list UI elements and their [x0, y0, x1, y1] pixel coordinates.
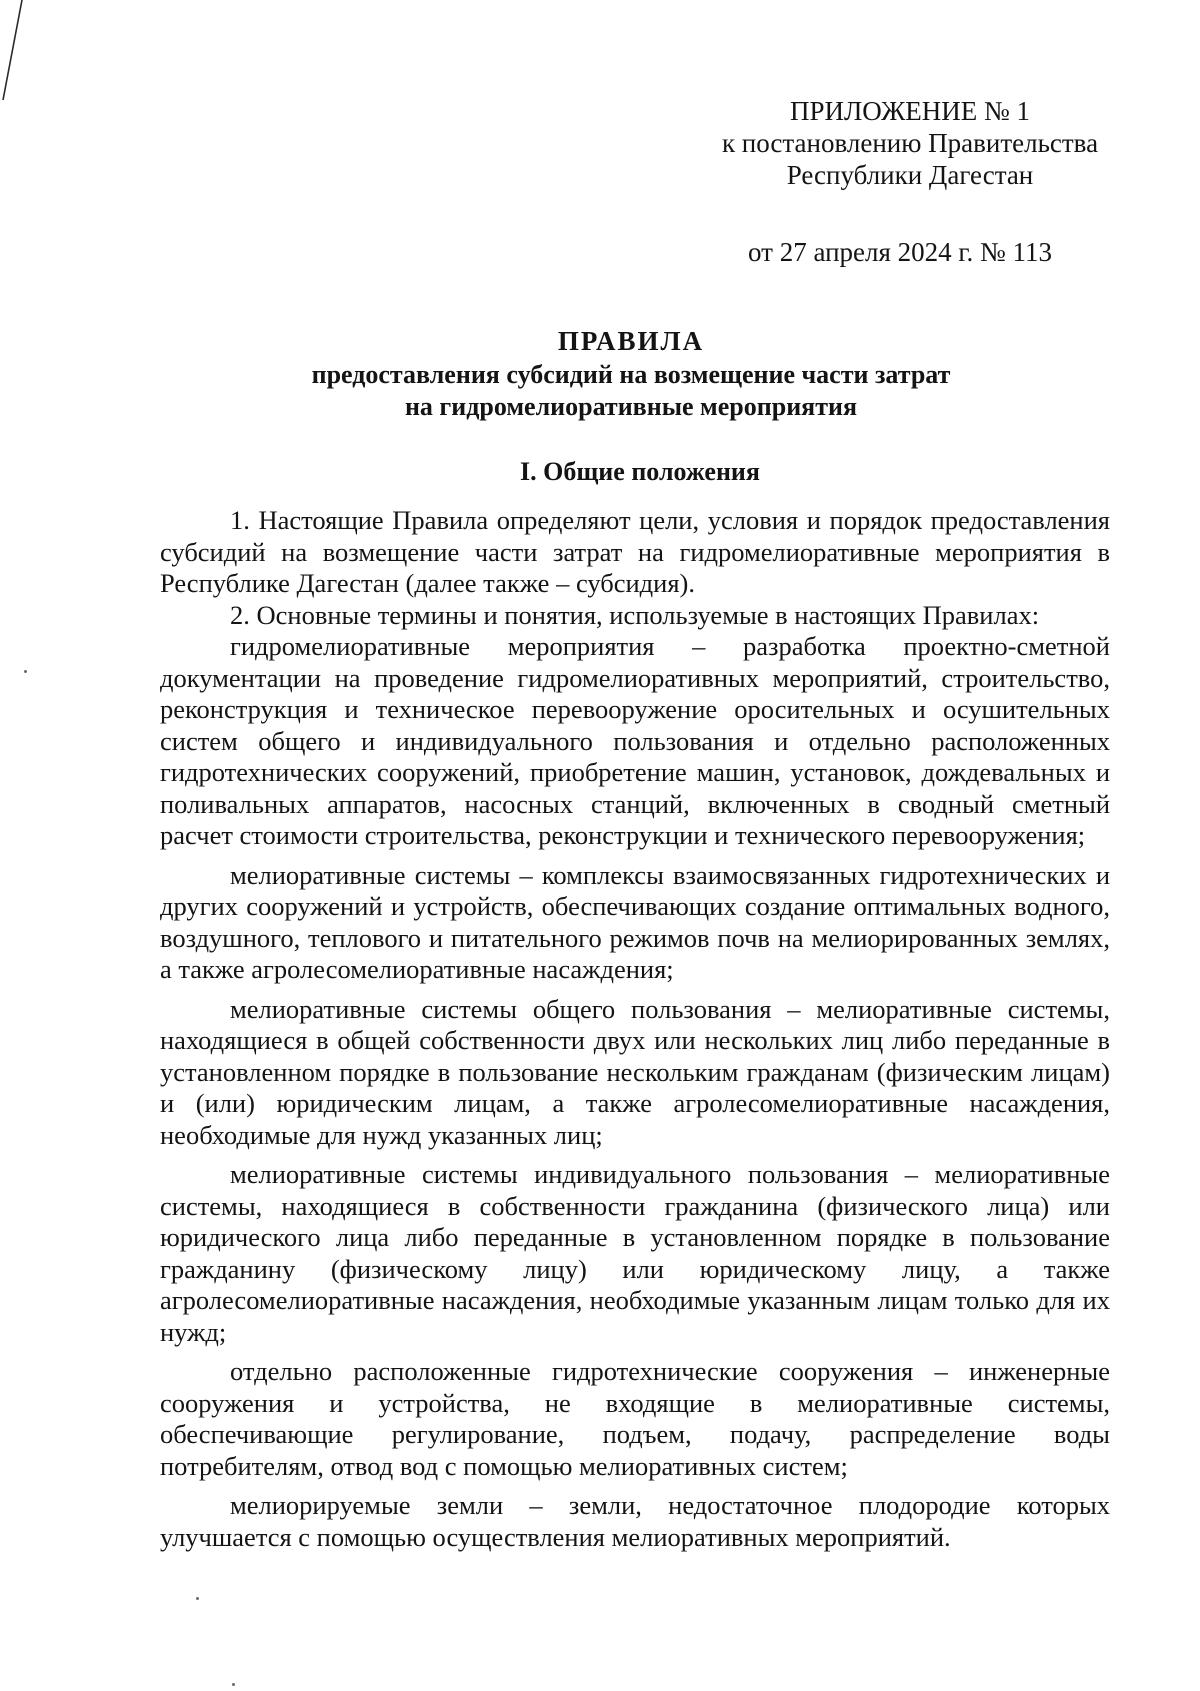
definition-reclaimed-lands: мелиорируемые земли – земли, недостаточное плодородие которых улучшается с помощью осуществления мелиоративных мероприятий.	[160, 1490, 1110, 1552]
definition-individual-use-systems: мелиоративные системы индивидуального пользования – мелиоративные системы, находящиеся в собственности гражданина (физического лица) или юридического лица либо переданные в установленном порядке в пользование гражданину (физическому лицу) или юридическому лицу, а также агролесомелиоративные насаждения, необходимые указанным лицам только для их нужд;	[160, 1159, 1110, 1347]
definition-common-use-systems: мелиоративные системы общего пользования – мелиоративные системы, находящиеся в общей собственности двух или нескольких лиц либо переданные в установленном порядке в пользование нескольким гражданам (физическим лицам) и (или) юридическим лицам, а также агролесомелиоративные насаждения, необходимые для нужд указанных лиц;	[160, 993, 1110, 1150]
section-heading: I. Общие положения	[520, 457, 760, 486]
appendix-reference: к постановлению Правительства	[721, 128, 1099, 158]
paragraph-2: 2. Основные термины и понятия, используемые в настоящих Правилах:	[230, 599, 1040, 630]
definition-meliorative-systems: мелиоративные системы – комплексы взаимосвязанных гидротехнических и других сооружений и устройств, обеспечивающих создание оптимальных водного, воздушного, теплового и питательного режимов почв на мелиорированных землях, а также агролесомелиоративные насаждения;	[160, 859, 1110, 984]
scan-speck	[196, 1597, 199, 1600]
definition-hydromeliorative-measures: гидромелиоративные мероприятия – разработка проектно-сметной документации на проведение гидромелиоративных мероприятий, строительство, реконструкция и техническое перевооружение оросительных и осушительных систем общего и индивидуального пользования и отдельно расположенных гидротехнических сооружений, приобретение машин, установок, дождевальных и поливальных аппаратов, насосных станций, включенных в сводный сметный расчет стоимости строительства, реконструкции и технического перевооружения;	[160, 631, 1110, 850]
document-body	[160, 505, 1110, 1553]
document-title: ПРАВИЛА	[557, 326, 705, 356]
subtitle-line-2: на гидромелиоративные мероприятия	[404, 392, 858, 421]
appendix-block	[690, 95, 1130, 191]
scan-speck	[232, 1683, 235, 1686]
decree-date: от 27 апреля 2024 г. № 113	[748, 237, 1052, 267]
scan-speck	[24, 670, 27, 673]
definition-hydrotechnical-structures: отдельно расположенные гидротехнические сооружения – инженерные сооружения и устройства, не входящие в мелиоративные системы, обеспечивающие регулирование, подъем, подачу, распределение воды потребителям, отвод вод с помощью мелиоративных систем;	[160, 1356, 1110, 1481]
subtitle-line-1: предоставления субсидий на возмещение части затрат	[311, 360, 951, 389]
document-subtitle	[0, 359, 1200, 423]
paragraph-1: 1. Настоящие Правила определяют цели, условия и порядок предоставления субсидий на возмещение части затрат на гидромелиоративные мероприятия в Республике Дагестан (далее также – субсидия).	[160, 505, 1110, 598]
scan-edge-mark	[0, 0, 40, 120]
appendix-republic: Республики Дагестан	[786, 160, 1034, 190]
appendix-number: ПРИЛОЖЕНИЕ № 1	[789, 96, 1031, 126]
